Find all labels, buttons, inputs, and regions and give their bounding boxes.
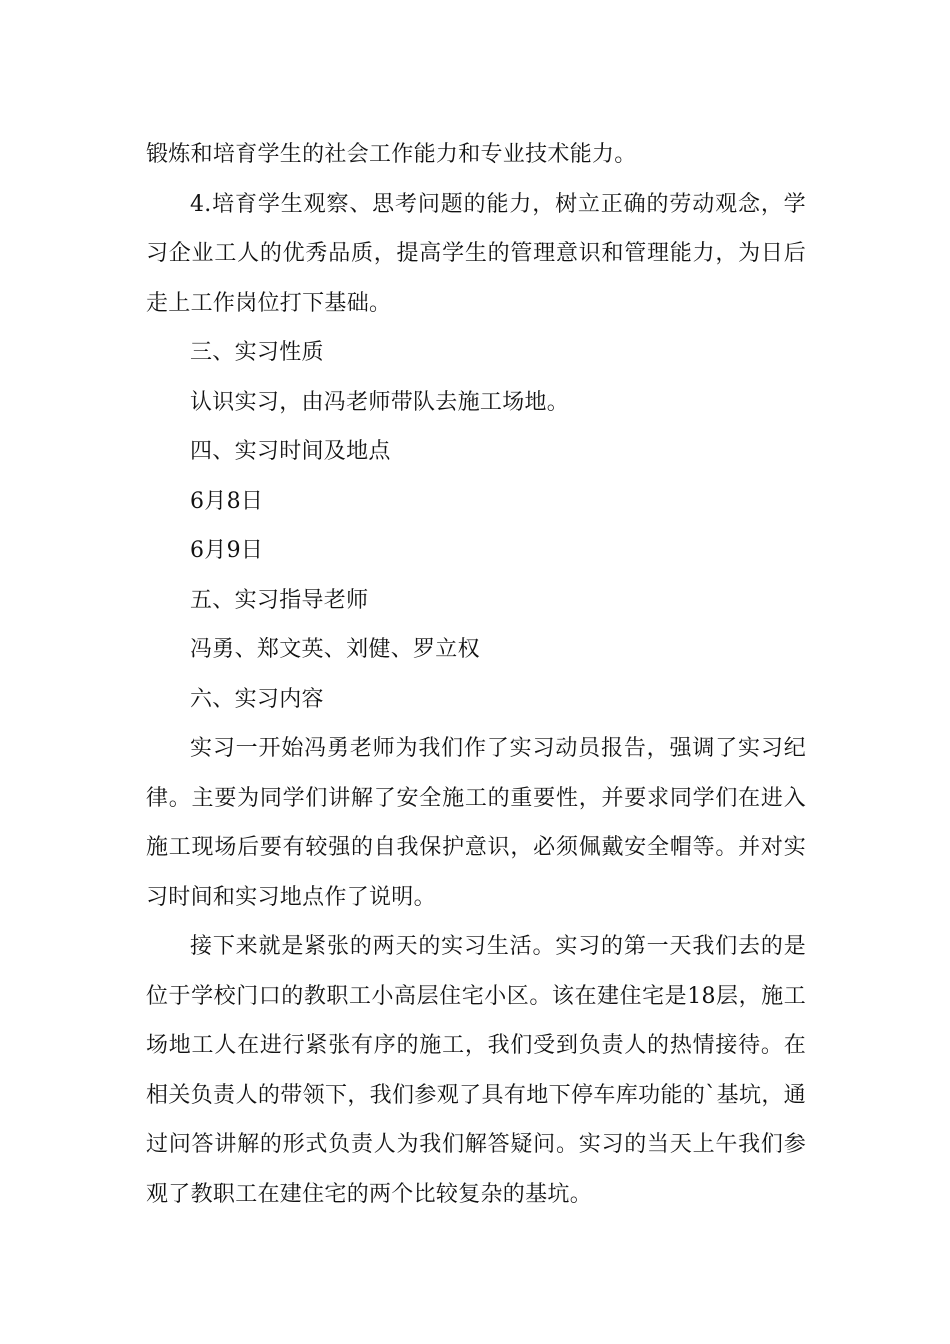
section-heading-time-place: 四、实习时间及地点 (190, 439, 391, 464)
paragraph-content-2: 接下来就是紧张的两天的实习生活。实习的第一天我们去的是位于学校门口的教职工小高层住宅小区。该在建住宅是18层，施工场地工人在进行紧张有序的施工，我们受到负责人的热情接待。在相关负责人的带领下，我们参观了具有地下停车库功能的`基坑，通过问答讲解的形式负责人为我们解答疑问。实习的当天上午我们参观了教职工在建住宅的两个比较复杂的基坑。 (146, 934, 806, 1207)
date-line-2: 6月9日 (190, 538, 264, 563)
paragraph-content-1: 实习一开始冯勇老师为我们作了实习动员报告，强调了实习纪律。主要为同学们讲解了安全施工的重要性，并要求同学们在进入施工现场后要有较强的自我保护意识，必须佩戴安全帽等。并对实习时间和实习地点作了说明。 (146, 736, 806, 910)
section-heading-nature: 三、实习性质 (190, 340, 324, 365)
section-heading-content: 六、实习内容 (190, 686, 324, 712)
date-line-1: 6月8日 (190, 488, 264, 514)
paragraph-1: 锻炼和培育学生的社会工作能力和专业技术能力。 (146, 142, 637, 167)
paragraph-2: 4.培育学生观察、思考问题的能力，树立正确的劳动观念，学习企业工人的优秀品质，提高学生的管理意识和管理能力，为日后走上工作岗位打下基础。 (146, 191, 806, 316)
document-body (146, 130, 806, 1219)
teacher-names: 冯勇、郑文英、刘健、罗立权 (190, 637, 480, 662)
paragraph-nature: 认识实习，由冯老师带队去施工场地。 (190, 389, 570, 415)
section-heading-teachers: 五、实习指导老师 (190, 587, 369, 613)
